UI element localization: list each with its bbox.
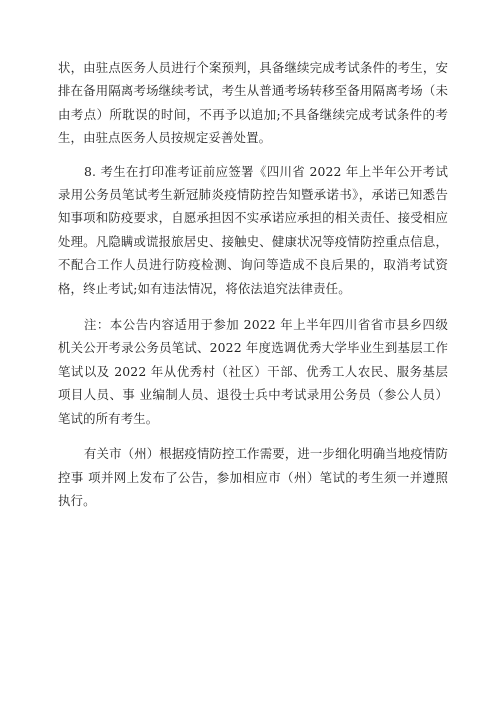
paragraph-local-announcements: 有关市（州）根据疫情防控工作需要，进一步细化明确当地疫情防控事 项并网上发布了公告，参加相应市（州）笔试的考生须一并遵照执行。 — [58, 446, 448, 508]
paragraph-note-scope: 注：本公告内容适用于参加 2022 年上半年四川省省市县乡四级机关公开考录公务员笔试、2022 年度选调优秀大学毕业生到基层工作笔试以及 2022 年从优秀村（社区）干部、优秀工人农民、服务基层项目人员、事 业编制人员、退役士兵中考试录用公务员（参公人员）笔试的所有考生。 — [58, 317, 448, 426]
document-page — [58, 56, 448, 512]
paragraph-quarantine-handling: 状，由驻点医务人员进行个案预判，具备继续完成考试条件的考生，安排在备用隔离考场继续考试，考生从普通考场转移至备用隔离考场（未由考点）所耽误的时间，不再予以追加;不具备继续完成考试条件的考生，由驻点医务人员按规定妥善处置。 — [58, 60, 448, 146]
paragraph-commitment-letter: 8. 考生在打印准考证前应签署《四川省 2022 年上半年公开考试录用公务员笔试考生新冠肺炎疫情防控告知暨承诺书》，承诺已知悉告知事项和防疫要求，自愿承担因不实承诺应承担的相关责任、接受相应处理。凡隐瞒或谎报旅居史、接触史、健康状况等疫情防控重点信息，不配合工作人员进行防疫检测、询问等造成不良后果的，取消考试资格，终止考试;如有违法情况，将依法追究法律责任。 — [58, 163, 448, 296]
